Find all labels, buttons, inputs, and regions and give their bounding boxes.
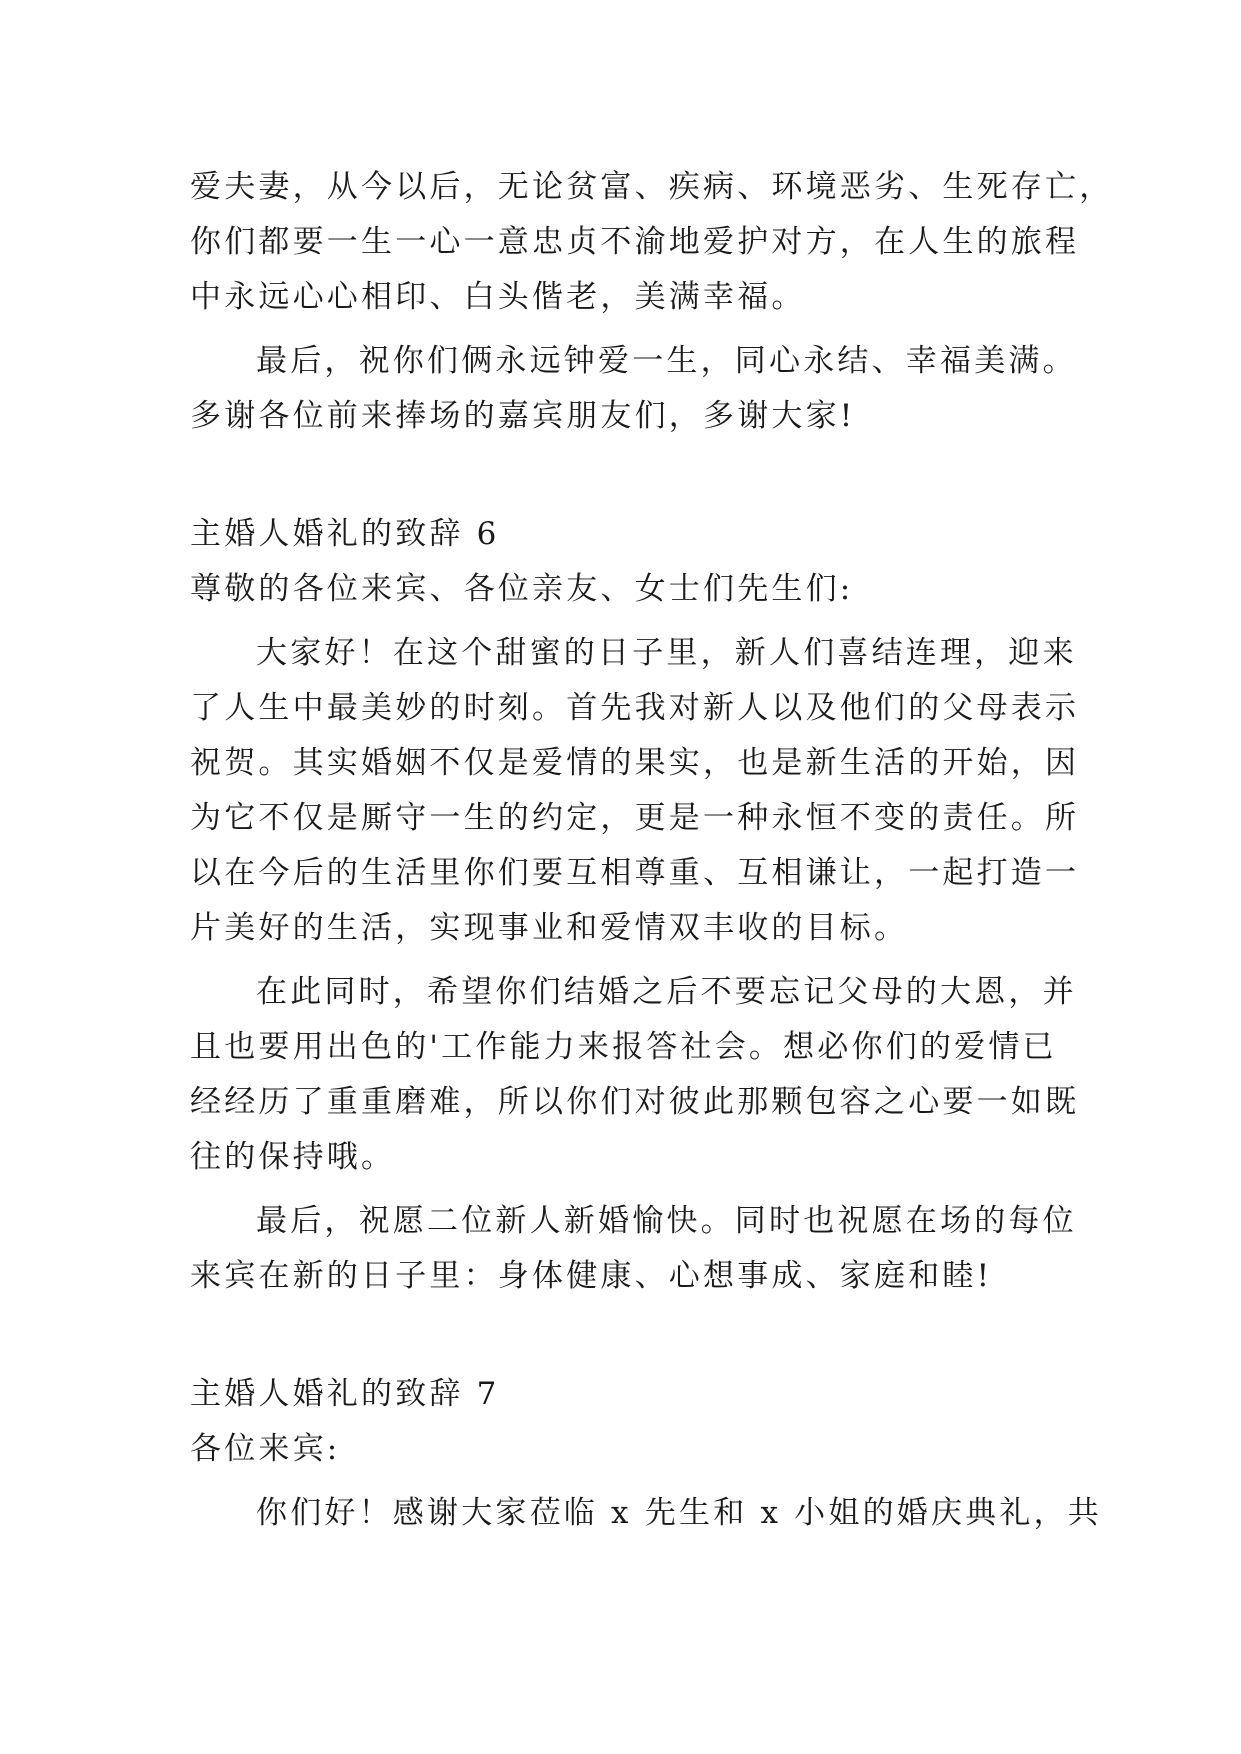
paragraph-line: 中永远心心相印、白头偕老，美满幸福。	[190, 279, 806, 315]
section-heading: 主婚人婚礼的致辞 7	[190, 1376, 500, 1412]
paragraph-line: 爱夫妻，从今以后，无论贫富、疾病、环境恶劣、生死存亡，	[190, 169, 1114, 205]
salutation: 各位来宾:	[190, 1431, 341, 1467]
paragraph-line: 以在今后的生活里你们要互相尊重、互相谦让，一起打造一	[190, 855, 1080, 891]
paragraph-line: 来宾在新的日子里：身体健康、心想事成、家庭和睦!	[190, 1258, 993, 1294]
paragraph-line: 祝贺。其实婚姻不仅是爱情的果实，也是新生活的开始，因	[190, 745, 1080, 781]
paragraph-line: 你们都要一生一心一意忠贞不渝地爱护对方，在人生的旅程	[190, 224, 1080, 260]
paragraph-line: 你们好！感谢大家莅临 x 先生和 x 小姐的婚庆典礼，共	[256, 1495, 1102, 1531]
paragraph-line: 最后，祝你们俩永远钟爱一生，同心永结、幸福美满。	[256, 343, 1077, 379]
paragraph-line: 经经历了重重磨难，所以你们对彼此那颗包容之心要一如既	[190, 1084, 1080, 1120]
paragraph-line: 且也要用出色的'工作能力来报答社会。想必你们的爱情已	[190, 1029, 1057, 1065]
section-heading: 主婚人婚礼的致辞 6	[190, 516, 500, 552]
paragraph-line: 为它不仅是厮守一生的约定，更是一种永恒不变的责任。所	[190, 800, 1080, 836]
paragraph-line: 往的保持哦。	[190, 1139, 396, 1175]
paragraph-line: 最后，祝愿二位新人新婚愉快。同时也祝愿在场的每位	[256, 1203, 1077, 1239]
paragraph-line: 片美好的生活，实现事业和爱情双丰收的目标。	[190, 910, 909, 946]
paragraph-line: 了人生中最美妙的时刻。首先我对新人以及他们的父母表示	[190, 690, 1080, 726]
paragraph-line: 在此同时，希望你们结婚之后不要忘记父母的大恩，并	[256, 974, 1077, 1010]
salutation: 尊敬的各位来宾、各位亲友、女士们先生们:	[190, 571, 854, 607]
paragraph-line: 多谢各位前来捧场的嘉宾朋友们，多谢大家!	[190, 398, 856, 434]
paragraph-line: 大家好！在这个甜蜜的日子里，新人们喜结连理，迎来	[256, 635, 1077, 671]
